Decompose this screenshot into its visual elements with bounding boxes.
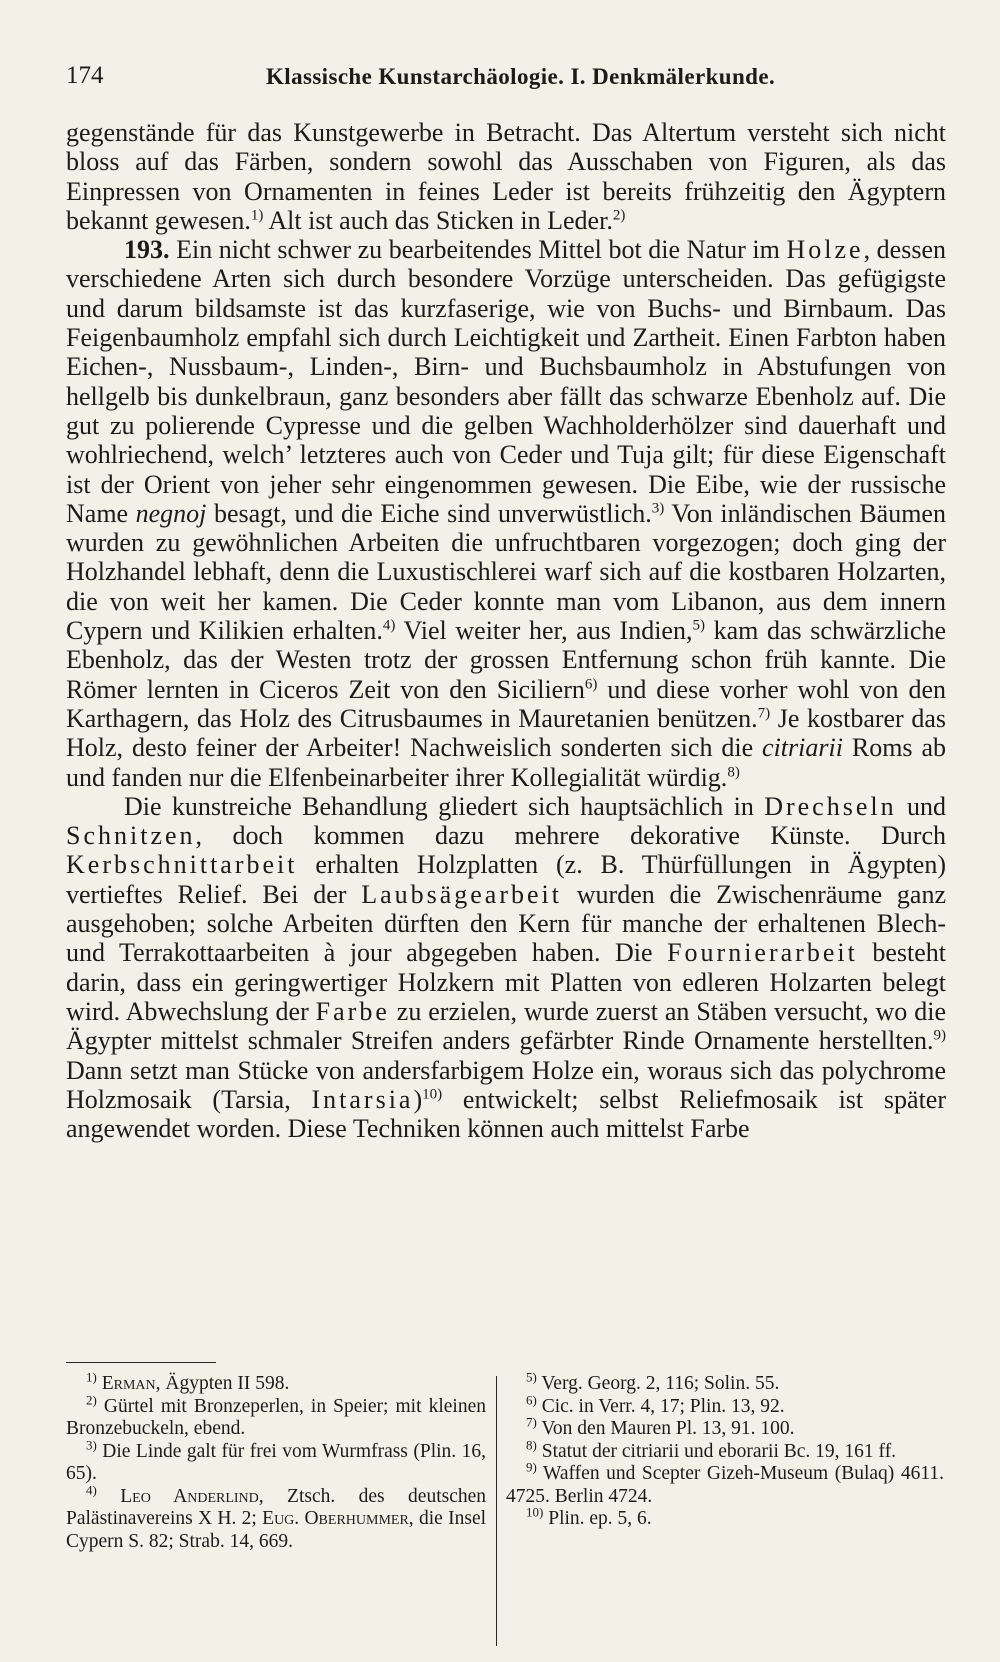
footnote-text: Statut der citriarii und eborarii Bc. 19, 161 ff. [536, 1440, 897, 1462]
text-run: gegenstände für das Kunstgewerbe in Betracht. Das Altertum versteht sich nicht bloss auf das Färben, sondern sowohl das Ausschaben von Figuren, als das Einpressen von Ornamenten in feines Leder ist bereits frühzeitig den Ägyptern bekannt gewesen. [66, 118, 946, 235]
footnote-ref: 10) [422, 1086, 443, 1103]
text-run: Die kunstreiche Behandlung gliedert sich hauptsächlich in [124, 791, 765, 821]
footnote-8 [506, 1437, 944, 1464]
footnote-text: Verg. Georg. 2, 116; Solin. 55. [536, 1373, 780, 1394]
spaced-term: Intarsia [311, 1084, 414, 1114]
footnote-text: , die Insel Cypern S. 82; Strab. 14, 669. [66, 1508, 487, 1552]
footnote-text: Waffen und Scepter Gizeh-Museum (Bulaq) 4611. 4725. Berlin 4724. [506, 1463, 944, 1507]
text-run: zu erzielen, wurde zuerst an Stäben versucht, wo die Ägypter mittelst schmaler Streifen anders gefärbter Rinde Ornamente herstellten. [66, 996, 946, 1056]
text-run: Je kostbarer das Holz, desto feiner der Arbeiter! Nachweislich sonderten sich die [66, 703, 946, 763]
footnote-column-divider [496, 1376, 497, 1646]
spaced-term: Holze [786, 235, 864, 265]
footnote-1 [66, 1369, 486, 1396]
paragraph-leather [66, 118, 946, 235]
text-run: und diese vorher wohl von den Karthagern, das Holz des Citrusbaumes in Mauretanien benützen. [66, 674, 946, 733]
page-number: 174 [66, 62, 104, 89]
footnote-ref: 8) [727, 763, 740, 780]
text-run: kam das schwärzliche Ebenholz, das der Westen trotz der grossen Entfernung schon früh kannte. Die Römer lernten in Ciceros Zeit von den Siciliern [66, 616, 946, 704]
text-run: besagt, und die Eiche sind unverwüstlich. [206, 498, 652, 528]
text-run: , dessen verschiedene Arten sich durch besondere Vorzüge unterscheiden. Das gefügigste und darum bildsamste ist das kurzfaserige, wie von Buchs- und Birnbaum. Das Feigenbaumholz empfahl sich durch Leichtigkeit und Zartheit. Einen Farbton haben Eichen-, Nussbaum-, Linden-, Birn- und Buchsbaumholz in Abstufungen von hellgelb bis dunkelbraun, ganz besonders aber fällt das schwarze Ebenholz auf. Die gut zu polierende Cypresse und die gelben Wachholderhölzer sind dauerhaft und wohlriechend, welch’ letzteres auch von Ceder und Tuja gilt; für diese Eigenschaft ist der Orient von jeher sehr eingenommen gewesen. Die Eibe, wie der russische Name [66, 235, 946, 528]
footnote-number: 7) [526, 1414, 537, 1430]
text-run: Viel weiter her, aus Indien, [395, 616, 693, 646]
text-run: Alt ist auch das Sticken in Leder. [263, 205, 613, 235]
footnote-text: Plin. ep. 5, 6. [543, 1508, 652, 1529]
spaced-term: Drechseln [764, 791, 897, 821]
footnote-3 [66, 1437, 486, 1486]
footnote-number: 1) [86, 1369, 97, 1385]
text-run: wurden die Zwischenräume ganz ausgehoben; solche Arbeiten dürften den Kern für manche der erhaltenen Blech- und Terrakottaarbeiten à jour abgegeben haben. Die [66, 879, 946, 968]
text-run: entwickelt; selbst Reliefmosaik ist später angewendet worden. Diese Techniken können auch mittelst Farbe [66, 1084, 946, 1144]
footnote-number: 8) [526, 1437, 537, 1452]
footnote-separator [66, 1362, 216, 1363]
author-name: Leo Anderlind [120, 1485, 259, 1507]
text-run: erhalten Holzplatten (z. B. Thürfüllungen in Ägypten) vertieftes Relief. Bei der [66, 850, 946, 909]
text-run: ) [413, 1084, 423, 1114]
section-number: 193. [124, 235, 170, 265]
author-name: Eug. Oberhummer [262, 1508, 409, 1529]
footnote-number: 5) [526, 1369, 537, 1385]
italic-term: negnoj [135, 498, 207, 528]
running-title: Klassische Kunstarchäologie. I. Denkmälerkunde. [266, 64, 776, 89]
footnote-ref: 7) [757, 705, 771, 722]
text-run: Von inländischen Bäumen wurden zu gewöhnlichen Arbeiten die unfruchtbaren vorgezogen; doch ging der Holzhandel lebhaft, denn die Luxustischlerei warf sich auf die kostbaren Holzarten, die von weit her kamen. Die Ceder konnte man vom Libanon, aus dem innern Cypern und Kilikien erhalten. [66, 498, 946, 646]
footnote-number: 6) [526, 1392, 537, 1407]
footnote-10 [506, 1504, 944, 1531]
footnote-ref: 1) [250, 207, 264, 224]
footnote-ref: 5) [692, 617, 705, 634]
spaced-term: Laubsägearbeit [361, 879, 562, 909]
author-name: Erman [101, 1373, 156, 1394]
footnote-text: Cic. in Verr. 4, 17; Plin. 13, 92. [536, 1395, 785, 1417]
spaced-term: Kerbschnittarbeit [66, 850, 298, 880]
footnote-text: Gürtel mit Bronzeperlen, in Speier; mit kleinen Bronzebuckeln, ebend. [66, 1395, 486, 1439]
text-run: , doch kommen dazu mehrere dekorative Künste. Durch [195, 821, 946, 851]
footnote-text: , Ztsch. des deutschen Palästinavereins X H. 2; [66, 1485, 487, 1529]
footnote-text: , Ägypten II 598. [155, 1373, 290, 1394]
footnote-9 [506, 1459, 944, 1508]
footnote-text: Die Linde galt für frei vom Wurmfrass (Plin. 16, 65). [66, 1440, 486, 1484]
footnote-ref: 4) [382, 617, 396, 634]
footnote-ref: 2) [612, 207, 626, 224]
footnote-ref: 9) [933, 1027, 946, 1044]
footnote-6 [506, 1392, 944, 1419]
footnote-5 [506, 1369, 944, 1396]
main-text [66, 118, 946, 1143]
footnote-number: 2) [86, 1392, 97, 1407]
footnote-7 [506, 1414, 944, 1441]
footnote-number: 10) [526, 1504, 544, 1520]
text-run: und [896, 791, 946, 821]
page-header [66, 62, 946, 102]
footnote-number: 3) [86, 1437, 97, 1452]
spaced-term: Fournierarbeit [667, 938, 858, 968]
footnote-number: 4) [86, 1482, 97, 1497]
text-run: Ein nicht schwer zu bearbeitendes Mittel bot die Natur im [169, 235, 787, 265]
paragraph-techniques [66, 792, 946, 1144]
footnote-ref: 3) [651, 500, 665, 517]
paragraph-wood [66, 235, 946, 792]
text-run: besteht darin, dass ein geringwertiger Holzkern mit Platten von edleren Holzarten belegt wird. Abwechslung der [66, 938, 946, 1026]
footnotes-left [66, 1369, 487, 1553]
footnote-ref: 6) [584, 675, 598, 692]
spaced-term: Schnitzen [66, 821, 196, 851]
text-run: Dann setzt man Stücke von andersfarbigem Holze ein, woraus sich das polychrome Holzmosaik (Tarsia, [66, 1055, 946, 1114]
text-run: Roms ab und fanden nur die Elfenbeinarbeiter ihrer Kollegialität würdig. [66, 733, 947, 792]
spaced-term: Farbe [315, 996, 390, 1026]
footnote-2 [66, 1392, 486, 1441]
italic-term: citriarii [762, 733, 843, 763]
footnote-4 [66, 1482, 487, 1554]
footnote-text: Von den Mauren Pl. 13, 91. 100. [536, 1418, 795, 1439]
footnote-number: 9) [526, 1459, 537, 1475]
footnotes-right [506, 1369, 944, 1531]
